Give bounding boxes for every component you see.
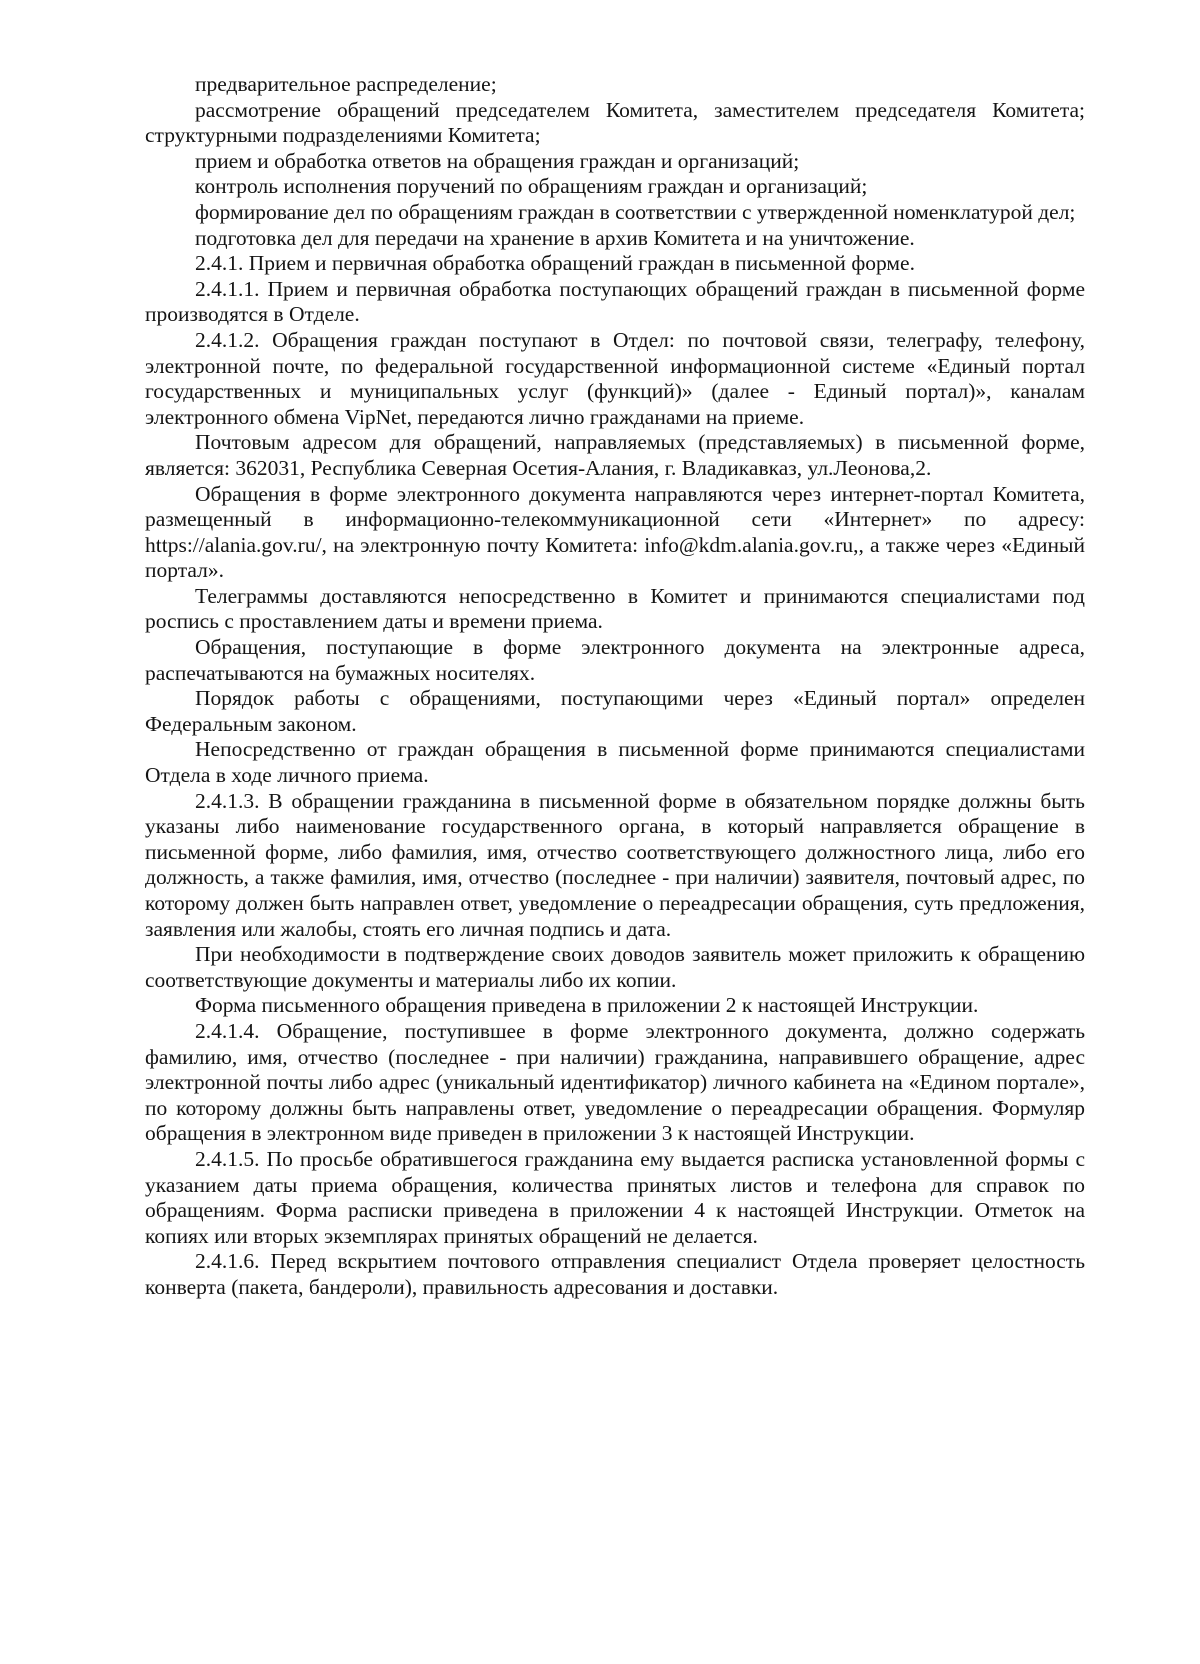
paragraph-personal-reception: Непосредственно от граждан обращения в письменной форме принимаются специалистами Отдела в ходе личного приема.	[145, 737, 1085, 788]
paragraph-cases: формирование дел по обращениям граждан в соответствии с утвержденной номенклатурой дел;	[195, 199, 1076, 224]
section-2-4-1-5: 2.4.1.5. По просьбе обратившегося гражданина ему выдается расписка установленной формы с указанием даты приема обращения, количества принятых листов и телефона для справок по обращениям. Форма расписки приведена в приложении 4 к настоящей Инструкции. Отметок на копиях или вторых экземплярах принятых обращений не делается.	[145, 1146, 1085, 1248]
paragraph-postal-address: Почтовым адресом для обращений, направляемых (представляемых) в письменной форме, является: 362031, Республика Северная Осетия-Алания, г. Владикавказ, ул.Леонова,2.	[145, 430, 1085, 480]
document-page	[145, 72, 1085, 1301]
section-2-4-1-4: 2.4.1.4. Обращение, поступившее в форме электронного документа, должно содержать фамилию, имя, отчество (последнее - при наличии) гражданина, направившего обращение, адрес электронной почты либо адрес (уникальный идентификатор) личного кабинета на «Едином портале», по которому должны быть направлены ответ, уведомление о переадресации обращения. Формуляр обращения в электронном виде приведен в приложении 3 к настоящей Инструкции.	[145, 1018, 1085, 1146]
section-2-4-1-2: 2.4.1.2. Обращения граждан поступают в Отдел: по почтовой связи, телеграфу, телефону, электронной почте, по федеральной государственной информационной системе «Единый портал государственных и муниципальных услуг (функций)» (далее - Единый портал)», каналам электронного обмена VipNet, передаются лично гражданами на приеме.	[145, 327, 1085, 429]
paragraph-archive: подготовка дел для передачи на хранение в архив Комитета и на уничтожение.	[195, 225, 915, 250]
section-2-4-1-1: 2.4.1.1. Прием и первичная обработка поступающих обращений граждан в письменной форме производятся в Отделе.	[145, 276, 1085, 327]
paragraph-electronic-addresses: Обращения, поступающие в форме электронного документа на электронные адреса, распечатываются на бумажных носителях.	[145, 635, 1085, 685]
paragraph-portal-procedure: Порядок работы с обращениями, поступающими через «Единый портал» определен Федеральным законом.	[145, 686, 1085, 736]
paragraph-answers: прием и обработка ответов на обращения граждан и организаций;	[195, 148, 800, 173]
paragraph-preliminary-distribution: предварительное распределение;	[195, 72, 497, 96]
section-2-4-1-3: 2.4.1.3. В обращении гражданина в письменной форме в обязательном порядке должны быть указаны либо наименование государственного органа, в который направляется обращение в письменной форме, либо фамилия, имя, отчество соответствующего должностного лица, либо его должность, а также фамилия, имя, отчество (последнее - при наличии) заявителя, почтовый адрес, по которому должен быть направлен ответ, уведомление о переадресации обращения, суть предложения, заявления или жалобы, стоять его личная подпись и дата.	[145, 788, 1085, 941]
paragraph-electronic-documents: Обращения в форме электронного документа направляются через интернет-портал Комитета, размещенный в информационно-телекоммуникационной сети «Интернет» по адресу: https://alania.gov.ru/, на электронную почту Комитета: info@kdm.alania.gov.ru,, а также через «Единый портал».	[145, 481, 1085, 583]
paragraph-telegrams: Телеграммы доставляются непосредственно в Комитет и принимаются специалистами под роспись с проставлением даты и времени приема.	[145, 583, 1085, 634]
paragraph-control: контроль исполнения поручений по обращениям граждан и организаций;	[195, 174, 868, 199]
paragraph-attachments: При необходимости в подтверждение своих доводов заявитель может приложить к обращению соответствующие документы и материалы либо их копии.	[145, 942, 1085, 992]
paragraph-form-appendix-2: Форма письменного обращения приведена в приложении 2 к настоящей Инструкции.	[195, 993, 979, 1018]
paragraph-review: рассмотрение обращений председателем Комитета, заместителем председателя Комитета; структурными подразделениями Комитета;	[145, 97, 1085, 148]
section-2-4-1-6: 2.4.1.6. Перед вскрытием почтового отправления специалист Отдела проверяет целостность конверта (пакета, бандероли), правильность адресования и доставки.	[145, 1249, 1085, 1299]
section-2-4-1: 2.4.1. Прием и первичная обработка обращений граждан в письменной форме.	[195, 251, 915, 276]
